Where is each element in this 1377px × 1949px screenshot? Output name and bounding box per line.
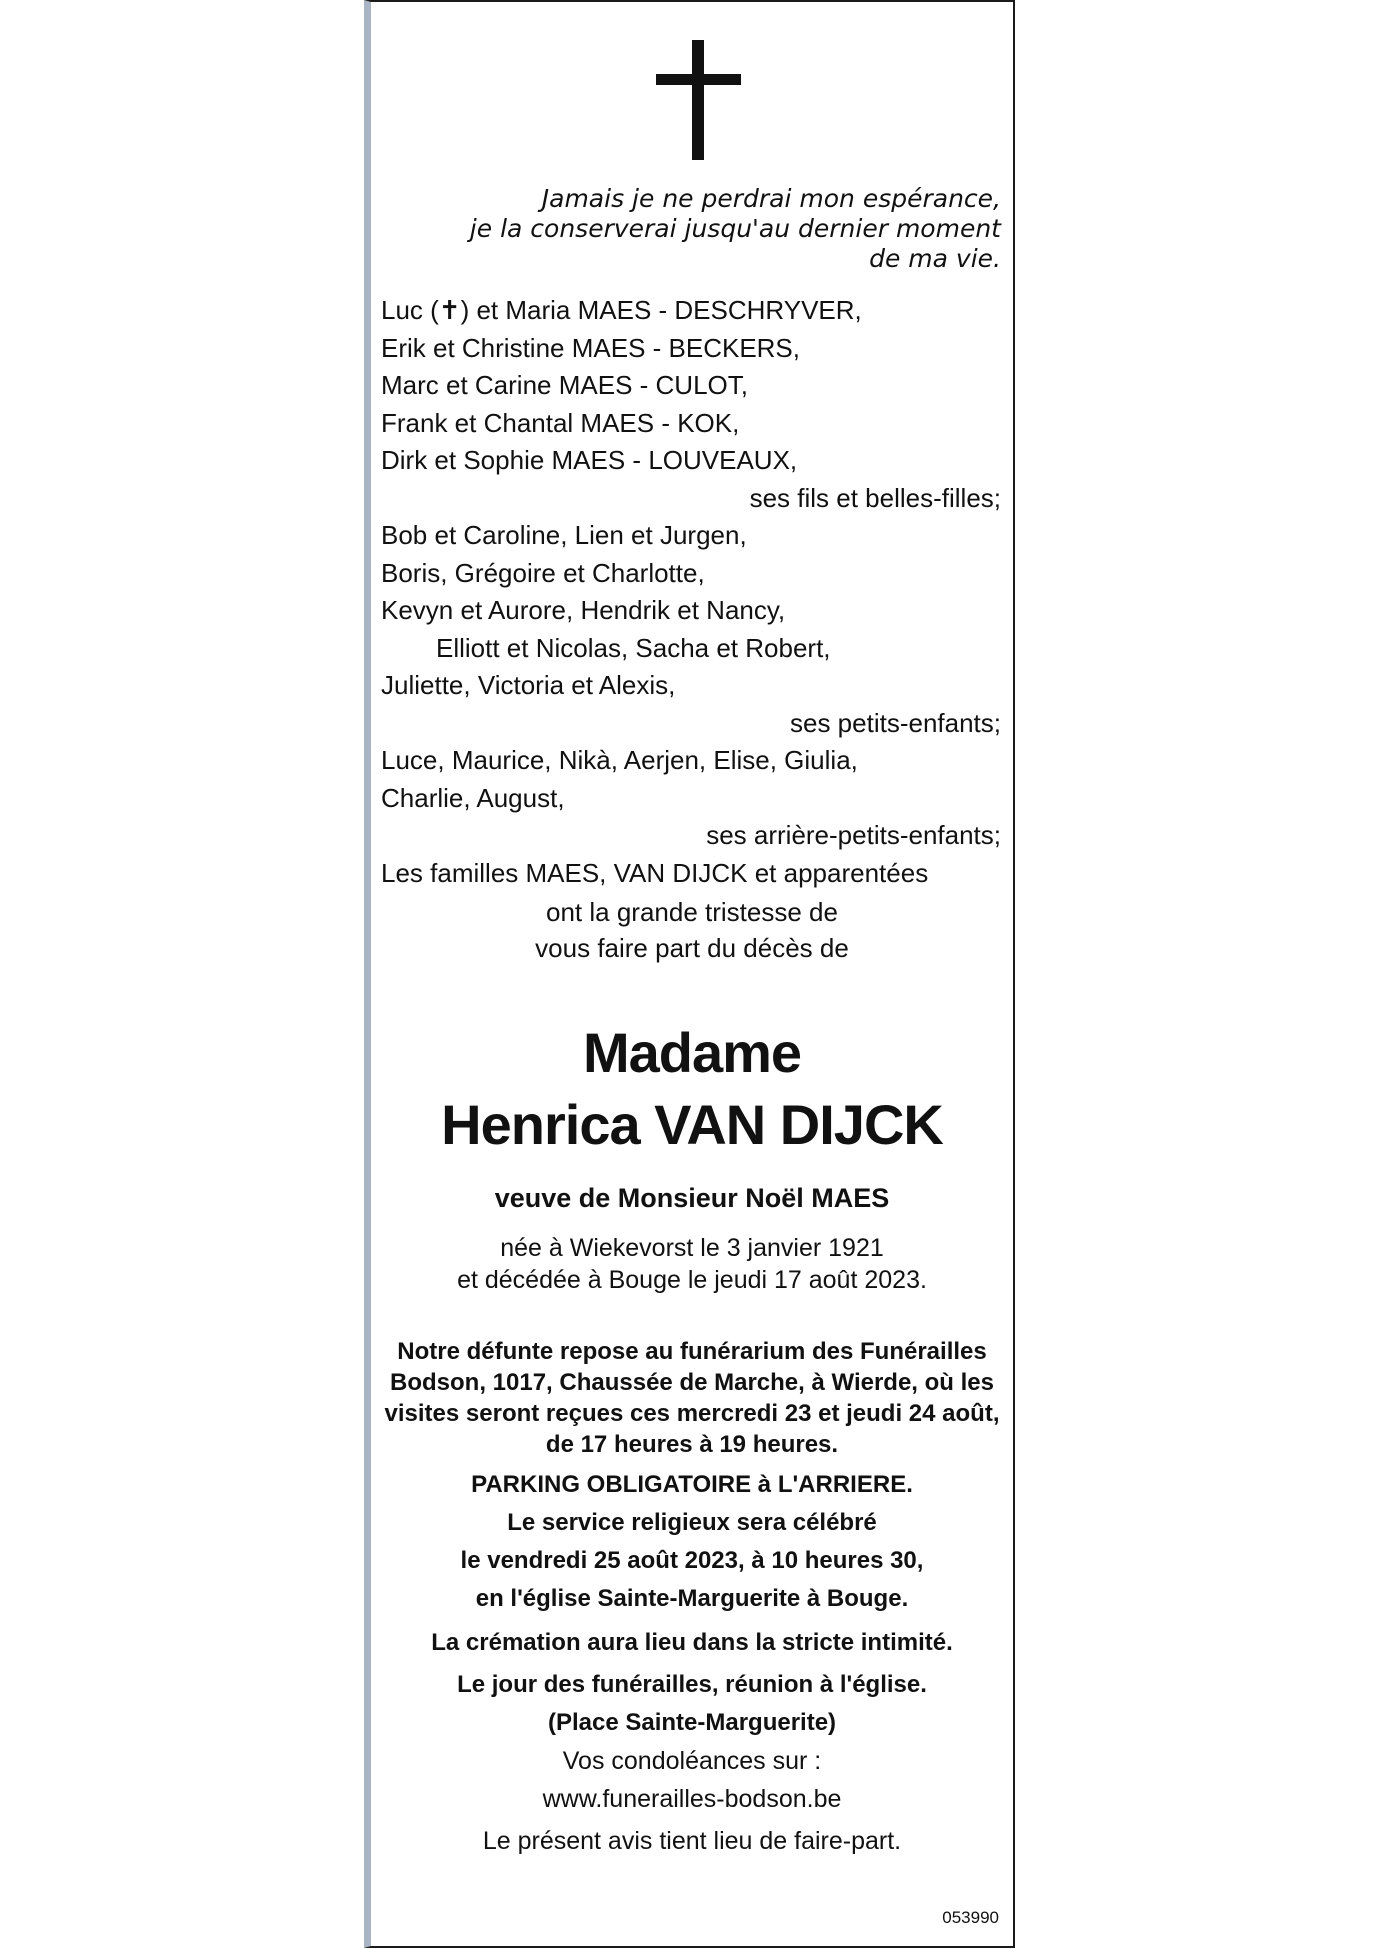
intro-line: vous faire part du décès de	[535, 933, 849, 963]
reunion-info	[371, 1666, 1013, 1742]
family-line: Dirk et Sophie MAES - LOUVEAUX,	[381, 445, 798, 475]
visitation-line: de 17 heures à 19 heures.	[545, 1431, 839, 1458]
family-line: Juliette, Victoria et Alexis,	[381, 670, 676, 700]
condolences-label: Vos condoléances sur :	[562, 1747, 822, 1775]
visitation-line: visites seront reçues ces mercredi 23 et jeudi 24 août,	[384, 1400, 1000, 1427]
details	[371, 1336, 1013, 1860]
family-line: Les familles MAES, VAN DIJCK et apparentées	[381, 857, 929, 888]
intro-line: ont la grande tristesse de	[546, 897, 838, 927]
family-label: ses fils et belles-filles;	[749, 482, 1001, 513]
service-line: en l'église Sainte-Marguerite à Bouge.	[475, 1585, 909, 1612]
family-list	[381, 292, 1001, 892]
family-line: Boris, Grégoire et Charlotte,	[381, 557, 705, 588]
condolences	[371, 1742, 1013, 1818]
family-label: ses petits-enfants;	[790, 707, 1001, 738]
service-line: Le service religieux sera célébré	[507, 1509, 877, 1536]
deceased-title: Madame	[582, 1021, 802, 1084]
family-line: Kevyn et Aurore, Hendrik et Nancy,	[381, 595, 786, 625]
date-line: et décédée à Bouge le jeudi 17 août 2023.	[457, 1266, 927, 1294]
family-label: ses arrière-petits-enfants;	[706, 820, 1001, 850]
family-line: Charlie, August,	[381, 782, 565, 813]
quote-line: je la conserverai jusqu'au dernier moment	[469, 214, 1001, 243]
family-line: Bob et Caroline, Lien et Jurgen,	[381, 520, 747, 550]
family-line: Erik et Christine MAES - BECKERS,	[381, 332, 800, 363]
visitation	[371, 1336, 1013, 1460]
service-info	[371, 1504, 1013, 1618]
family-line: Marc et Carine MAES - CULOT,	[381, 370, 748, 400]
family-line: Luce, Maurice, Nikà, Aerjen, Elise, Giulia,	[381, 745, 858, 775]
reference-number: 053990	[942, 1908, 999, 1927]
obituary-notice	[364, 0, 1015, 1948]
intro	[371, 894, 1013, 966]
visitation-line: Notre défunte repose au funérarium des Funérailles	[397, 1338, 987, 1365]
quote-line: Jamais je ne perdrai mon espérance,	[541, 184, 1001, 213]
parking-note: PARKING OBLIGATOIRE à L'ARRIERE.	[471, 1471, 913, 1498]
widow-of: veuve de Monsieur Noël MAES	[494, 1183, 890, 1213]
family-line: Luc (✝) et Maria MAES - DESCHRYVER,	[381, 295, 862, 325]
quote	[441, 184, 1001, 274]
deceased-name: Henrica VAN DIJCK	[441, 1093, 943, 1156]
family-line: Elliott et Nicolas, Sacha et Robert,	[436, 632, 831, 663]
condolences-link[interactable]: www.funerailles-bodson.be	[542, 1785, 842, 1813]
service-line: le vendredi 25 août 2023, à 10 heures 30,	[460, 1547, 924, 1574]
reunion-line: Le jour des funérailles, réunion à l'église.	[457, 1671, 927, 1698]
dates	[371, 1232, 1013, 1296]
cross-icon	[656, 40, 741, 160]
date-line: née à Wiekevorst le 3 janvier 1921	[500, 1234, 884, 1262]
family-line: Frank et Chantal MAES - KOK,	[381, 407, 740, 438]
closing-note: Le présent avis tient lieu de faire-part.	[482, 1827, 902, 1855]
reunion-line: (Place Sainte-Marguerite)	[547, 1709, 837, 1736]
visitation-line: Bodson, 1017, Chaussée de Marche, à Wierde, où les	[390, 1369, 994, 1396]
quote-line: de ma vie.	[869, 244, 1001, 273]
cremation-note: La crémation aura lieu dans la stricte intimité.	[431, 1629, 953, 1656]
